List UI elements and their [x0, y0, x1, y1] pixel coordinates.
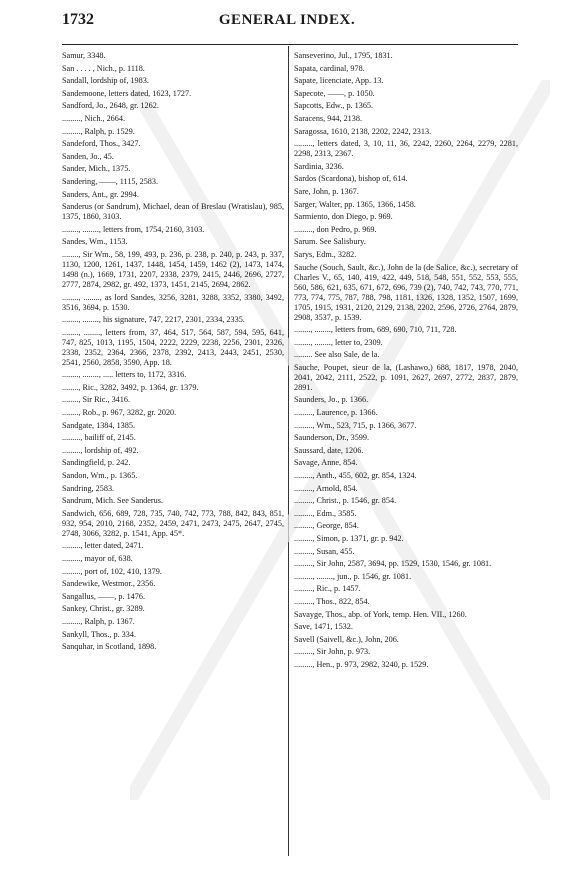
index-entry: Sanders, Ant., gr. 2994. — [62, 189, 139, 199]
index-entry: Sankyll, Thos., p. 334. — [62, 629, 136, 639]
index-column-left — [62, 51, 284, 655]
index-entry: ........., George, 854. — [294, 521, 359, 531]
header-rule — [62, 44, 518, 45]
index-entry: Sardinia, 3236. — [294, 161, 344, 171]
index-entry: Sandering, ——, 1115, 2583. — [62, 176, 159, 186]
index-entry: Savayge, Thos., abp. of York, temp. Hen. VII., 1260. — [294, 609, 467, 619]
index-entry: ........., Thos., 822, 854. — [294, 596, 370, 606]
index-entry: Saunderson, Dr., 3599. — [294, 433, 370, 443]
index-entry: Sapecote, ——, p. 1050. — [294, 88, 375, 98]
index-entry: ......... See also Sale, de la. — [294, 350, 380, 360]
index-entry: Sauche, Poupet, sieur de la, (Lashawo,) 688, 1817, 1978, 2040, 2041, 2042, 2111, 2522, p. 1091, 2627, 2697, 2772, 2837, 2879, 2891. — [294, 362, 518, 392]
index-entry: Sanquhar, in Scotland, 1898. — [62, 642, 157, 652]
index-entry: ........, ........, letters from, 689, 690, 710, 711, 728. — [294, 325, 457, 335]
index-entry: ........., bailiff of, 2145. — [62, 433, 136, 443]
index-entry: ........., Ralph, p. 1529. — [62, 126, 135, 136]
index-entry: ........., letter dated, 2471. — [62, 541, 144, 551]
index-entry: ........., Susan, 455. — [294, 546, 355, 556]
index-entry: ........., Sir John, p. 973. — [294, 647, 371, 657]
index-entry: Saracens, 944, 2138. — [294, 113, 362, 123]
index-entry: ........., Edm., 3585. — [294, 508, 357, 518]
index-entry: Sanderus (or Sandrum), Michael, dean of Breslau (Wratislau), 985, 1375, 1860, 3103. — [62, 202, 284, 222]
index-entry: Sapate, licenciate, App. 13. — [294, 76, 384, 86]
index-entry: ........., letters dated, 3, 10, 11, 36, 2242, 2260, 2264, 2279, 2281, 2298, 2313, 2367. — [294, 139, 518, 159]
index-entry: Sardos (Scardona), bishop of, 614. — [294, 174, 408, 184]
index-entry: ........., Simon, p. 1371, gr. p. 942. — [294, 534, 404, 543]
index-entry: ........, Ric., 3282, 3492, p. 1364, gr. 1379. — [62, 382, 199, 392]
page-number: 1732 — [62, 11, 94, 28]
index-entry: Savell (Saivell, &c.), John, 206. — [294, 634, 399, 644]
index-entry: Sanden, Jo., 45. — [62, 151, 114, 161]
index-entry: Sanseverino, Jul., 1795, 1831. — [294, 51, 393, 60]
index-entry: ........., don Pedro, p. 969. — [294, 224, 377, 234]
index-entry: Sandall, lordship of, 1983. — [62, 76, 149, 86]
index-entry: Sarys, Edm., 3282. — [294, 249, 357, 259]
index-entry: Sapcotts, Edw., p. 1365. — [294, 101, 374, 111]
index-entry: Sandingfield, p. 242. — [62, 458, 131, 468]
index-entry: Sander, Mich., 1375. — [62, 164, 131, 174]
index-entry: Sarger, Walter, pp. 1365, 1366, 1458. — [294, 199, 416, 209]
index-entry: ........., Ric., p. 1457. — [294, 584, 361, 594]
index-entry: Sarum. See Salisbury. — [294, 237, 366, 247]
index-entry: Sandemoone, letters dated, 1623, 1727. — [62, 88, 192, 98]
index-entry: ........., lordship of, 492. — [62, 445, 139, 455]
index-entry: ........., Ralph, p. 1367. — [62, 616, 135, 626]
index-entry: ........., Sir John, 2587, 3694, pp. 1529, 1530, 1546, gr. 1081. — [294, 559, 492, 569]
index-entry: ........., mayor of, 638. — [62, 554, 133, 563]
index-entry: ........, ........, letters from, 37, 464, 517, 564, 587, 594, 595, 641, 747, 825, 1013, 1195, 1504, 2222, 2229, 2238, 2256, 2301, 2326, 2338, 2352, 2364, 2366, 2378, 2392, 2413, 2443, 2451, 2530, 2541, 2560, 2858, 3590, App. 18. — [62, 327, 284, 367]
index-entry: Sauche (Souch, Sault, &c.), John de la (de Salice, &c.), secretary of Charles V., 65, 140, 419, 422, 449, 518, 548, 551, 552, 553, 555, 560, 586, 621, 635, 671, 672, 696, 739 (2), 740, 742, 743, 770, 771, 773, 774, 775, 787, 788, 798, 1181, 1326, 1328, 1352, 1507, 1699, 1705, 1915, 1931, 2120, 2129, 2138, 2202, 2596, 2726, 2764, 2879, 2908, 3537, p. 1539. — [294, 262, 518, 322]
column-divider — [288, 46, 289, 856]
index-entry: Sarmiento, don Diego, p. 969. — [294, 212, 393, 222]
index-entry: ........, ........, his signature, 747, 2217, 2301, 2334, 2335. — [62, 315, 245, 325]
index-entry: Sandewike, Westmor., 2356. — [62, 579, 156, 589]
index-column-right — [294, 51, 518, 673]
index-entry: ........, Sir Ric., 3416. — [62, 395, 131, 405]
index-entry: ........., Laurence, p. 1366. — [294, 408, 378, 418]
index-entry: Save, 1471, 1532. — [294, 622, 353, 632]
index-entry: Sankey, Christ., gr. 3289. — [62, 604, 145, 614]
index-entry: ........., Nich., 2664. — [62, 113, 125, 123]
index-entry: ........, ........, as lord Sandes, 3256, 3281, 3288, 3352, 3380, 3492, 3516, 3694, p. 1530. — [62, 292, 284, 312]
index-entry: ........., ........, jun., p. 1546, gr. 1081. — [294, 571, 412, 581]
index-entry: Sandon, Wm., p. 1365. — [62, 471, 138, 481]
index-entry: Sandring, 2583. — [62, 483, 115, 493]
page-header — [62, 11, 512, 37]
index-entry: Sandgate, 1384, 1385. — [62, 420, 135, 430]
index-entry: Sandwich, 656, 689, 728, 735, 740, 742, 773, 788, 842, 843, 851, 932, 954, 2010, 2168, 2352, 2459, 2471, 2473, 2475, 2647, 2745, 2748, 3066, 3282, p. 1541, App. 45*. — [62, 508, 284, 538]
index-entry: ........., Wm., 523, 715, p. 1366, 3677. — [294, 420, 417, 430]
index-entry: Sare, John, p. 1367. — [294, 186, 359, 196]
index-entry: Savage, Anne, 854. — [294, 458, 358, 468]
index-entry: ........., Christ., p. 1546, gr. 854. — [294, 496, 397, 506]
index-entry: ........, Rob., p. 967, 3282, gr. 2020. — [62, 408, 177, 418]
index-entry: Saragossa, 1610, 2138, 2202, 2242, 2313. — [294, 126, 432, 136]
index-entry: ........., Anth., 455, 602, gr. 854, 1324. — [294, 471, 417, 481]
index-entry: Sandrum, Mich. See Sanderus. — [62, 496, 163, 506]
index-entry: Sangallus, ——, p. 1476. — [62, 591, 146, 601]
index-entry: Saussard, date, 1206. — [294, 445, 364, 455]
page-title: GENERAL INDEX. — [218, 12, 356, 28]
index-entry: Sandford, Jo., 2648, gr. 1262. — [62, 101, 159, 111]
index-entry: ........, ........, letter to, 2309. — [294, 337, 383, 347]
index-entry: ........., Hen., p. 973, 2982, 3240, p. 1529. — [294, 659, 429, 669]
index-entry: San . . . . , Nich., p. 1118. — [62, 63, 145, 73]
index-entry: Sandes, Wm., 1153. — [62, 237, 128, 247]
index-entry: ........, Sir Wm., 58, 199, 493, p. 236, p. 238, p. 240, p. 243, p. 337, 1130, 1200, 1261, 1437, 1448, 1454, 1459, 1462 (2), 1473, 1474, 1498 (n.), 1669, 1731, 2207, 2338, 2379, 2415, 2446, 2696, 2727, 2777, 2874, 2982, gr. 492, 1373, 1451, 2145, 2694, 2862. — [62, 249, 284, 289]
index-entry: ........, ........, ..... letters to, 1172, 3316. — [62, 370, 187, 380]
index-entry: Sapata, cardinal, 978. — [294, 63, 365, 73]
index-entry: ........, ........, letters from, 1754, 2160, 3103. — [62, 224, 205, 234]
index-entry: Samur, 3348. — [62, 51, 106, 60]
index-entry: Saunders, Jo., p. 1366. — [294, 395, 369, 405]
index-entry: ........., Arnold, 854. — [294, 483, 358, 493]
index-entry: ........., port of, 102, 410, 1379. — [62, 566, 162, 576]
index-entry: Sandeford, Thos., 3427. — [62, 139, 141, 149]
